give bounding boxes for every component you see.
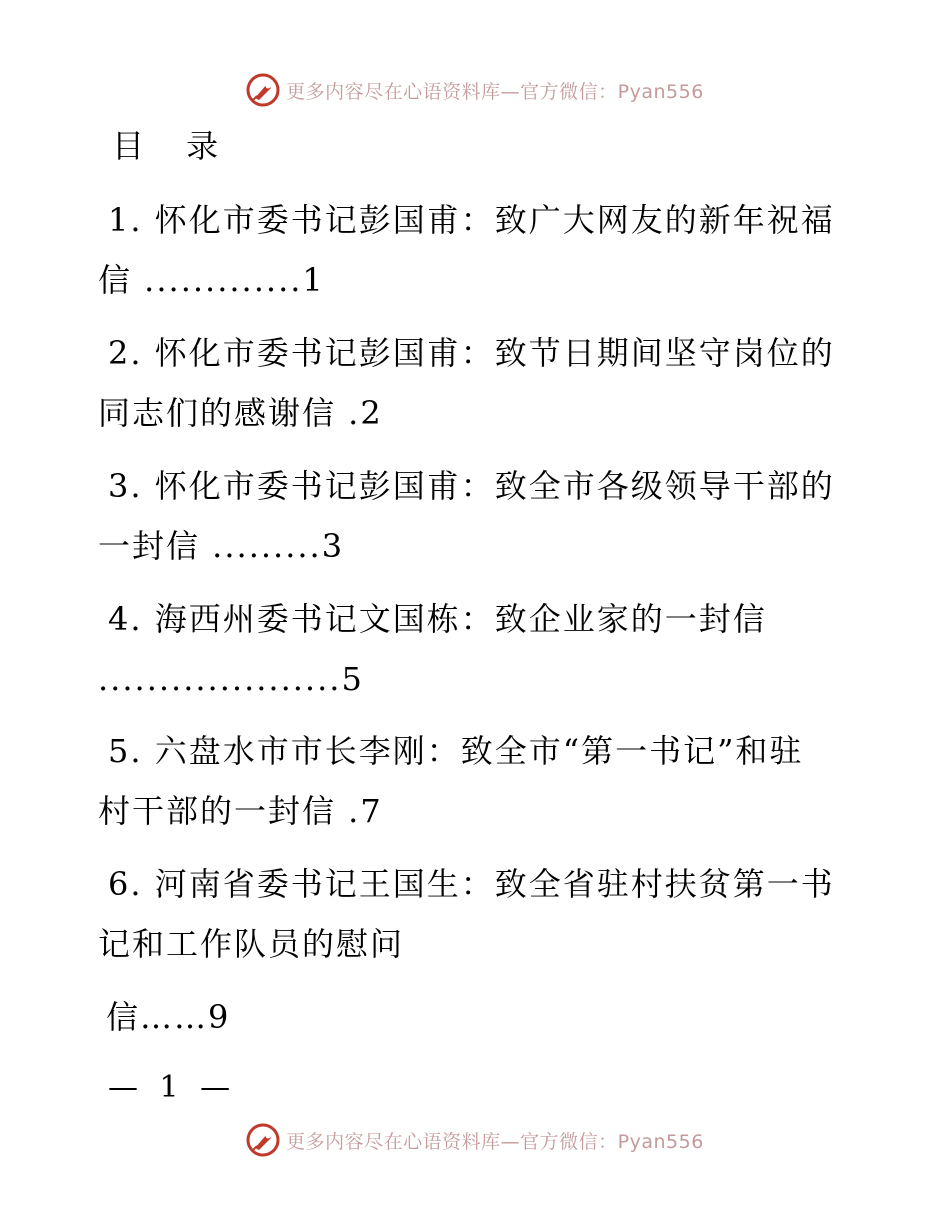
toc-entry-6-line-3[interactable]: 信……9 xyxy=(106,998,231,1036)
toc-entry-1-line-2[interactable]: 信 .............1 xyxy=(98,261,325,299)
pen-nib-logo-icon xyxy=(246,1123,280,1157)
toc-entry-1-line-1[interactable]: 1. 怀化市委书记彭国甫：致广大网友的新年祝福 xyxy=(108,201,835,239)
toc-entry-3-line-2[interactable]: 一封信 .........3 xyxy=(98,527,345,565)
watermark-text: 更多内容尽在心语资料库—官方微信：Pyan556 xyxy=(286,1130,704,1153)
toc-entry-5-line-1[interactable]: 5. 六盘水市市长李刚：致全市“第一书记”和驻 xyxy=(108,732,804,770)
page-number: — 1 — xyxy=(108,1070,237,1105)
toc-entry-6-line-2[interactable]: 记和工作队员的慰问 xyxy=(98,925,405,963)
toc-entry-2-line-2[interactable]: 同志们的感谢信 .2 xyxy=(98,394,383,432)
toc-entry-2-line-1[interactable]: 2. 怀化市委书记彭国甫：致节日期间坚守岗位的 xyxy=(108,334,835,372)
watermark-text: 更多内容尽在心语资料库—官方微信：Pyan556 xyxy=(286,80,704,103)
toc-title: 目 录 xyxy=(112,127,235,165)
toc-entry-4-line-1[interactable]: 4. 海西州委书记文国栋：致企业家的一封信 xyxy=(108,600,767,638)
toc-entry-4-line-2[interactable]: ....................5 xyxy=(98,660,364,698)
toc-entry-5-line-2[interactable]: 村干部的一封信 .7 xyxy=(98,792,383,830)
toc-entry-6-line-1[interactable]: 6. 河南省委书记王国生：致全省驻村扶贫第一书 xyxy=(108,865,835,903)
pen-nib-logo-icon xyxy=(246,73,280,107)
header-watermark-banner xyxy=(0,68,950,112)
toc-entry-3-line-1[interactable]: 3. 怀化市委书记彭国甫：致全市各级领导干部的 xyxy=(108,467,835,505)
footer-watermark-banner xyxy=(0,1118,950,1162)
